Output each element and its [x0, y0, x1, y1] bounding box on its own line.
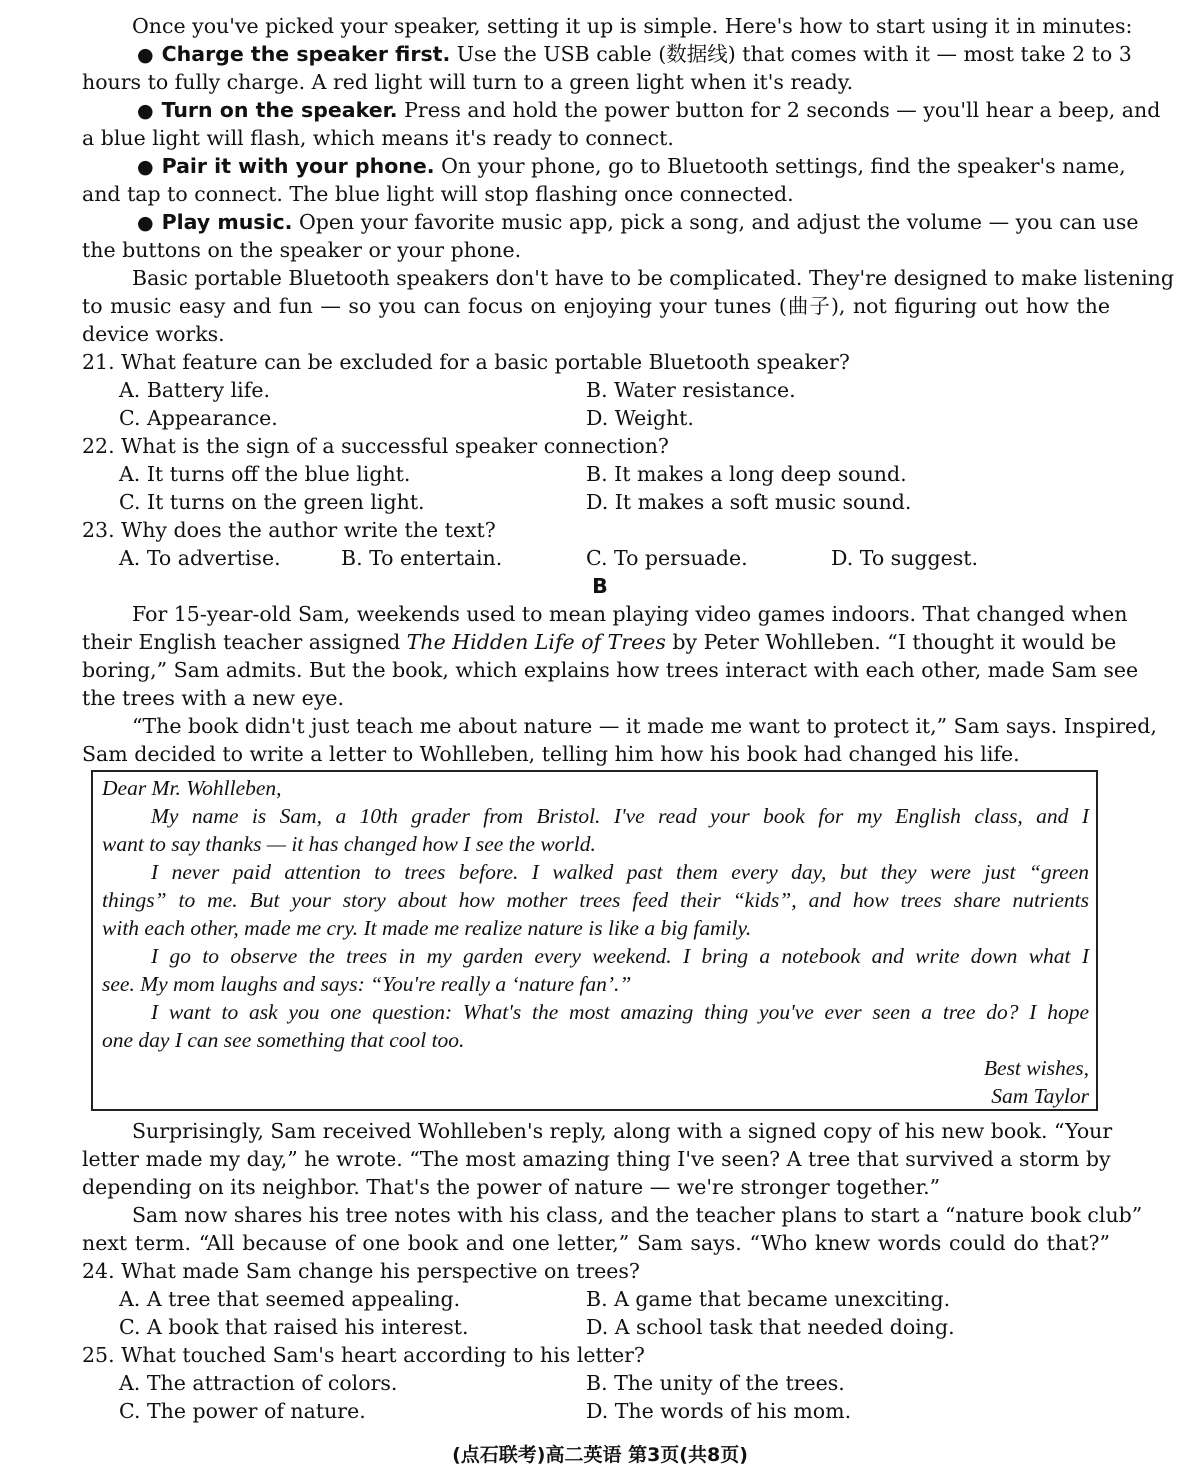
step-4-text: Open your favorite music app, pick a song, and adjust the volume — you can use [292, 210, 1139, 234]
q21-option-b[interactable]: B. Water resistance. [586, 378, 796, 402]
q22-option-b[interactable]: B. It makes a long deep sound. [586, 462, 907, 486]
text-span: their English teacher assigned [82, 630, 407, 654]
passage-b-p1-title-line [82, 628, 1117, 656]
bullet-icon: ● [137, 100, 154, 122]
step-2-cont: a blue light will flash, which means it's ready to connect. [82, 126, 674, 150]
letter-line: things” to me. But your story about how mother trees feed their “kids”, and how trees share nutrients [102, 888, 1089, 912]
question-24-stem: 24. What made Sam change his perspective on trees? [82, 1259, 640, 1283]
passage-b-after: Sam now shares his tree notes with his class, and the teacher plans to start a “nature book club” [132, 1203, 1143, 1227]
page-footer: (点石联考)高二英语 第3页(共8页) [452, 1444, 748, 1466]
letter-greeting: Dear Mr. Wohlleben, [102, 776, 282, 800]
q24-option-b[interactable]: B. A game that became unexciting. [586, 1287, 951, 1311]
letter-line: My name is Sam, a 10th grader from Bristol. I've read your book for my English class, and I [151, 804, 1089, 828]
q23-option-a[interactable]: A. To advertise. [119, 546, 281, 570]
bullet-icon: ● [137, 44, 154, 66]
q22-option-a[interactable]: A. It turns off the blue light. [119, 462, 411, 486]
step-1-lead: Charge the speaker first. [161, 42, 451, 66]
text-span: by Peter Wohlleben. “I thought it would be [665, 630, 1117, 654]
q21-option-c[interactable]: C. Appearance. [119, 406, 278, 430]
letter-closing: Best wishes, [983, 1056, 1089, 1080]
question-25-stem: 25. What touched Sam's heart according to his letter? [82, 1343, 645, 1367]
passage-a-intro: Once you've picked your speaker, setting it up is simple. Here's how to start using it in minutes: [132, 14, 1133, 38]
letter-line: I never paid attention to trees before. I walked past them every day, but they were just “green [151, 860, 1089, 884]
q23-option-b[interactable]: B. To entertain. [341, 546, 503, 570]
step-3-text: On your phone, go to Bluetooth settings, find the speaker's name, [434, 154, 1126, 178]
passage-b-p1: boring,” Sam admits. But the book, which explains how trees interact with each other, made Sam see [82, 658, 1139, 682]
letter-line: I want to ask you one question: What's the most amazing thing you've ever seen a tree do? I hope [151, 1000, 1089, 1024]
q22-option-d[interactable]: D. It makes a soft music sound. [586, 490, 912, 514]
question-22-stem: 22. What is the sign of a successful speaker connection? [82, 434, 669, 458]
q24-option-d[interactable]: D. A school task that needed doing. [586, 1315, 955, 1339]
step-3-line [137, 152, 1126, 180]
passage-b-p2: Sam decided to write a letter to Wohlleben, telling him how his book had changed his life. [82, 742, 1020, 766]
q22-option-c[interactable]: C. It turns on the green light. [119, 490, 425, 514]
passage-b-after: letter made my day,” he wrote. “The most amazing thing I've seen? A tree that survived a storm by [82, 1147, 1111, 1171]
letter-line: with each other, made me cry. It made me realize nature is like a big family. [102, 916, 752, 940]
step-1-line [137, 40, 1132, 68]
step-2-line [137, 96, 1161, 124]
step-2-text: Press and hold the power button for 2 seconds — you'll hear a beep, and [397, 98, 1161, 122]
question-23-stem: 23. Why does the author write the text? [82, 518, 496, 542]
q24-option-c[interactable]: C. A book that raised his interest. [119, 1315, 469, 1339]
step-3-cont: and tap to connect. The blue light will stop flashing once connected. [82, 182, 794, 206]
letter-line: want to say thanks — it has changed how I see the world. [102, 832, 596, 856]
step-4-lead: Play music. [161, 210, 293, 234]
passage-b-after: Surprisingly, Sam received Wohlleben's reply, along with a signed copy of his new book. “Your [132, 1119, 1113, 1143]
q23-option-d[interactable]: D. To suggest. [831, 546, 979, 570]
bullet-icon: ● [137, 156, 154, 178]
step-3-lead: Pair it with your phone. [161, 154, 435, 178]
passage-b-after: depending on its neighbor. That's the power of nature — we're stronger together.” [82, 1175, 941, 1199]
letter-line: I go to observe the trees in my garden every weekend. I bring a notebook and write down what I [151, 944, 1089, 968]
step-4-cont: the buttons on the speaker or your phone. [82, 238, 522, 262]
passage-b-p1: For 15-year-old Sam, weekends used to mean playing video games indoors. That changed when [132, 602, 1128, 626]
bullet-icon: ● [137, 212, 154, 234]
q25-option-a[interactable]: A. The attraction of colors. [119, 1371, 398, 1395]
letter-signature: Sam Taylor [991, 1084, 1089, 1108]
passage-a-closing: Basic portable Bluetooth speakers don't have to be complicated. They're designed to make listening [132, 266, 1174, 290]
passage-b-p1: the trees with a new eye. [82, 686, 344, 710]
q25-option-d[interactable]: D. The words of his mom. [586, 1399, 852, 1423]
letter-line: one day I can see something that cool too. [102, 1028, 465, 1052]
step-4-line [137, 208, 1139, 236]
q23-option-c[interactable]: C. To persuade. [586, 546, 748, 570]
q21-option-a[interactable]: A. Battery life. [119, 378, 270, 402]
section-b-heading: B [592, 574, 608, 598]
q25-option-b[interactable]: B. The unity of the trees. [586, 1371, 845, 1395]
passage-b-after: next term. “All because of one book and one letter,” Sam says. “Who knew words could do that?” [82, 1231, 1110, 1255]
passage-a-closing: device works. [82, 322, 225, 346]
question-21-stem: 21. What feature can be excluded for a basic portable Bluetooth speaker? [82, 350, 850, 374]
step-1-text: Use the USB cable (数据线) that comes with it — most take 2 to 3 [450, 42, 1132, 66]
step-2-lead: Turn on the speaker. [161, 98, 398, 122]
book-title: The Hidden Life of Trees [406, 630, 666, 654]
step-1-cont: hours to fully charge. A red light will turn to a green light when it's ready. [82, 70, 854, 94]
passage-b-p2: “The book didn't just teach me about nature — it made me want to protect it,” Sam says. Inspired, [132, 714, 1157, 738]
q21-option-d[interactable]: D. Weight. [586, 406, 694, 430]
q24-option-a[interactable]: A. A tree that seemed appealing. [119, 1287, 461, 1311]
passage-a-closing: to music easy and fun — so you can focus on enjoying your tunes (曲子), not figuring out how the [82, 294, 1110, 318]
letter-line: see. My mom laughs and says: “You're really a ‘nature fan’.” [102, 972, 632, 996]
q25-option-c[interactable]: C. The power of nature. [119, 1399, 366, 1423]
